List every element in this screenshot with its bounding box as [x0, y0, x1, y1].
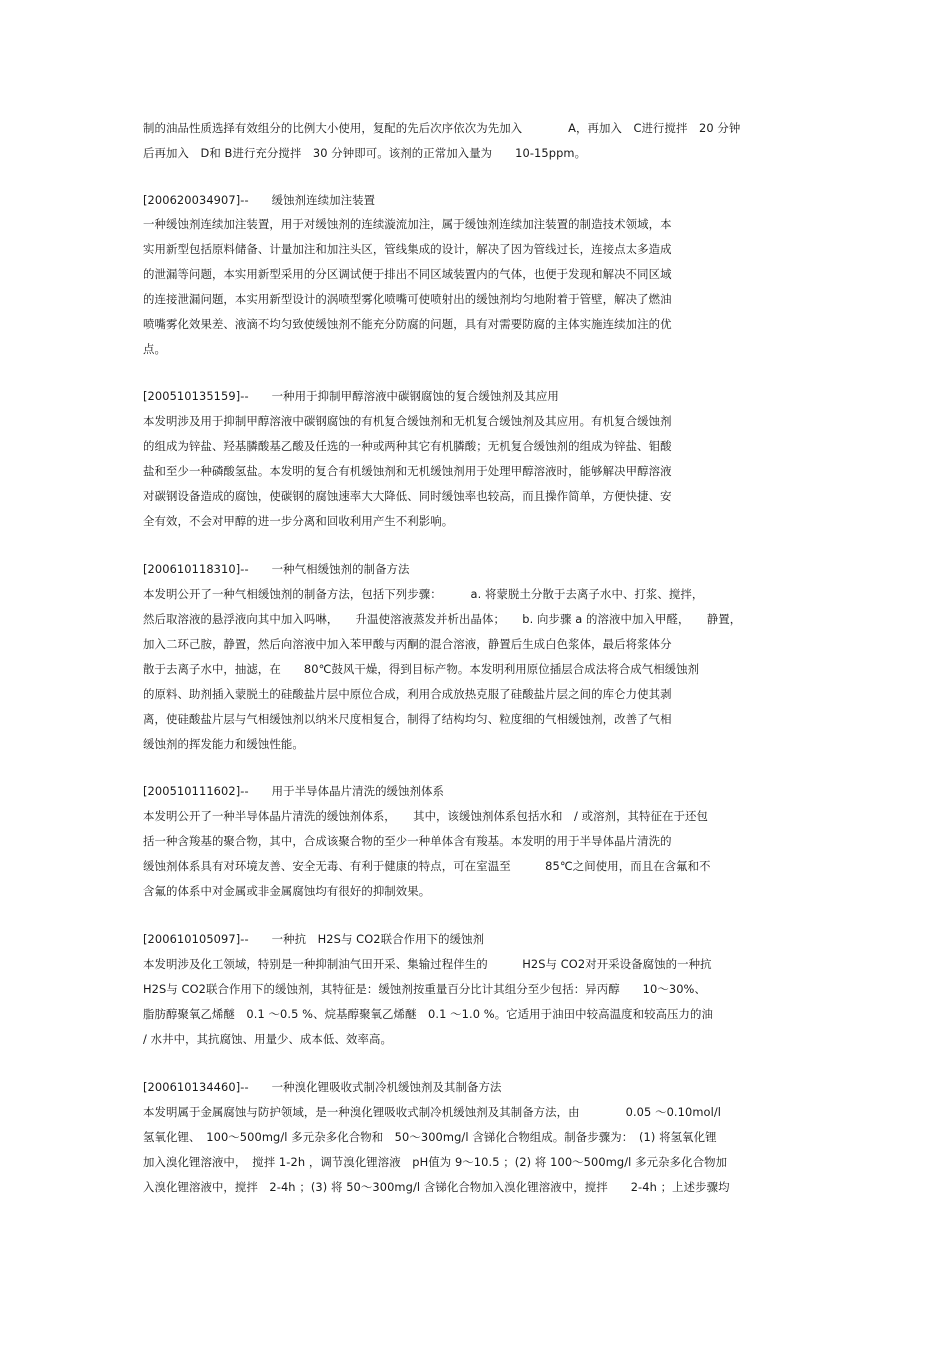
text-line: 加入溴化锂溶液中， 搅拌 1-2h ，调节溴化锂溶液 pH值为 9～10.5 ；(2) 将 100～500mg/l 多元杂多化合物加: [143, 1155, 728, 1169]
text-line: 括一种含羧基的聚合物，其中，合成该聚合物的至少一种单体含有羧基。本发明的用于半导体晶片清洗的: [143, 834, 672, 848]
text-line: 一种缓蚀剂连续加注装置，用于对缓蚀剂的连续漩流加注，属于缓蚀剂连续加注装置的制造技术领域，本: [143, 217, 672, 231]
text-line: 的组成为锌盐、羟基膦酸基乙酸及任选的一种或两种其它有机膦酸；无机复合缓蚀剂的组成为锌盐、钼酸: [143, 439, 672, 453]
text-line: 加入二环己胺，静置，然后向溶液中加入苯甲酸与丙酮的混合溶液，静置后生成白色浆体，最后将浆体分: [143, 637, 672, 651]
text-line: 散于去离子水中，抽滤，在 80℃鼓风干燥，得到目标产物。本发明利用原位插层合成法将合成气相缓蚀剂: [143, 662, 700, 676]
text-line: 的泄漏等问题，本实用新型采用的分区调试便于排出不同区域装置内的气体，也便于发现和解决不同区域: [143, 267, 672, 281]
text-line: 本发明属于金属腐蚀与防护领域，是一种溴化锂吸收式制冷机缓蚀剂及其制备方法，由 0.05 ～0.10mol/l: [143, 1105, 722, 1119]
text-line: 脂肪醇聚氧乙烯醚 0.1 ～0.5 %、烷基醇聚氧乙烯醚 0.1 ～1.0 %。它适用于油田中较高温度和较高压力的油: [143, 1007, 714, 1021]
text-line: 的连接泄漏问题，本实用新型设计的涡喷型雾化喷嘴可使喷射出的缓蚀剂均匀地附着于管壁，解决了燃油: [143, 292, 672, 306]
text-line: 本发明公开了一种半导体晶片清洗的缓蚀剂体系， 其中，该缓蚀剂体系包括水和 / 或溶剂，其特征在于还包: [143, 809, 709, 823]
text-line: 缓蚀剂体系具有对环境友善、安全无毒、有利于健康的特点，可在室温至 85℃之间使用，而且在含氟和不: [143, 859, 711, 873]
text-line: 离，使硅酸盐片层与气相缓蚀剂以纳米尺度相复合，制得了结构均匀、粒度细的气相缓蚀剂，改善了气相: [143, 712, 672, 726]
patent-heading: [200510111602]-- 用于半导体晶片清洗的缓蚀剂体系: [143, 784, 445, 798]
text-line: 本发明涉及用于抑制甲醇溶液中碳钢腐蚀的有机复合缓蚀剂和无机复合缓蚀剂及其应用。有机复合缓蚀剂: [143, 414, 672, 428]
text-line: 全有效，不会对甲醇的进一步分离和回收利用产生不利影响。: [143, 514, 454, 528]
text-line: 入溴化锂溶液中，搅拌 2-4h ；(3) 将 50～300mg/l 含锑化合物加入溴化锂溶液中，搅拌 2-4h ；上述步骤均: [143, 1180, 730, 1194]
patent-heading: [200610134460]-- 一种溴化锂吸收式制冷机缓蚀剂及其制备方法: [143, 1080, 502, 1094]
text-line: 盐和至少一种磷酸氢盐。本发明的复合有机缓蚀剂和无机缓蚀剂用于处理甲醇溶液时，能够解决甲醇溶液: [143, 464, 672, 478]
text-line: 然后取溶液的悬浮液向其中加入吗啉， 升温使溶液蒸发并析出晶体； b. 向步骤 a 的溶液中加入甲醛， 静置，: [143, 612, 742, 626]
text-line: 制的油品性质选择有效组分的比例大小使用，复配的先后次序依次为先加入 A，再加入 C进行搅拌 20 分钟: [143, 121, 741, 135]
text-line: 喷嘴雾化效果差、液滴不均匀致使缓蚀剂不能充分防腐的问题，具有对需要防腐的主体实施连续加注的优: [143, 317, 672, 331]
text-line: / 水井中，其抗腐蚀、用量少、成本低、效率高。: [143, 1032, 392, 1046]
text-line: 实用新型包括原料储备、计量加注和加注头区，管线集成的设计，解决了因为管线过长，连接点太多造成: [143, 242, 672, 256]
text-line: 缓蚀剂的挥发能力和缓蚀性能。: [143, 737, 304, 751]
text-line: 氢氧化锂、 100～500mg/l 多元杂多化合物和 50～300mg/l 含锑化合物组成。制备步骤为： (1) 将氢氧化锂: [143, 1130, 717, 1144]
patent-heading: [200620034907]-- 缓蚀剂连续加注装置: [143, 193, 376, 207]
text-line: 点。: [143, 342, 166, 356]
text-line: 对碳钢设备造成的腐蚀，使碳钢的腐蚀速率大大降低、同时缓蚀率也较高，而且操作简单，方便快捷、安: [143, 489, 672, 503]
patent-heading: [200610105097]-- 一种抗 H2S与 CO2联合作用下的缓蚀剂: [143, 932, 485, 946]
text-line: H2S与 CO2联合作用下的缓蚀剂，其特征是：缓蚀剂按重量百分比计其组分至少包括：异丙醇 10～30%、: [143, 982, 706, 996]
text-line: 含氟的体系中对金属或非金属腐蚀均有很好的抑制效果。: [143, 884, 431, 898]
text-line: 的原料、助剂插入蒙脱土的硅酸盐片层中原位合成，利用合成放热克服了硅酸盐片层之间的库仑力使其剥: [143, 687, 672, 701]
patent-heading: [200610118310]-- 一种气相缓蚀剂的制备方法: [143, 562, 410, 576]
text-line: 后再加入 D和 B进行充分搅拌 30 分钟即可。该剂的正常加入量为 10-15ppm。: [143, 146, 587, 160]
text-line: 本发明公开了一种气相缓蚀剂的制备方法，包括下列步骤： a. 将蒙脱土分散于去离子水中、打浆、搅拌，: [143, 587, 704, 601]
patent-heading: [200510135159]-- 一种用于抑制甲醇溶液中碳钢腐蚀的复合缓蚀剂及其应用: [143, 389, 559, 403]
text-line: 本发明涉及化工领域，特别是一种抑制油气田开采、集输过程伴生的 H2S与 CO2对开采设备腐蚀的一种抗: [143, 957, 712, 971]
